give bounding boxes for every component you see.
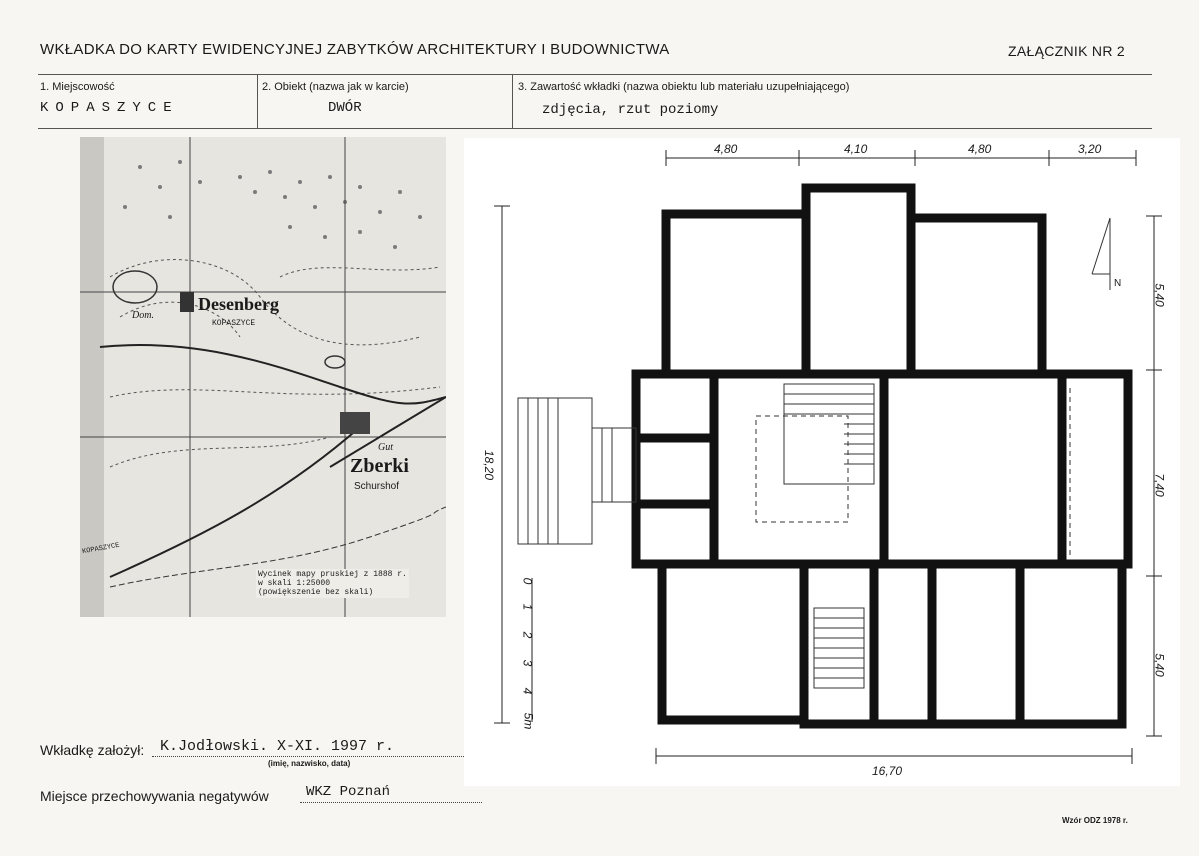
storage-label: Miejsce przechowywania negatywów	[40, 788, 269, 804]
field-divider-1	[257, 74, 258, 128]
map-label-gut: Gut	[378, 442, 393, 453]
map-caption-line-2: w skali 1:25000	[258, 579, 331, 588]
historical-map-excerpt	[80, 137, 446, 617]
field-object-value: DWÓR	[328, 100, 362, 116]
dim-top-2: 4,10	[844, 142, 868, 156]
field-object-label: 2. Obiekt (nazwa jak w karcie)	[262, 81, 409, 93]
dim-left: 18,20	[482, 449, 497, 481]
floor-plan-drawing	[464, 138, 1180, 786]
storage-dotted-line	[300, 802, 482, 803]
scale-tick-5: 5m	[521, 712, 536, 730]
scale-tick-2: 2	[520, 631, 535, 639]
field-contents-value: zdjęcia, rzut poziomy	[542, 102, 719, 118]
scale-tick-1: 1	[520, 603, 535, 611]
form-code: Wzór ODZ 1978 r.	[1062, 816, 1128, 825]
dim-top-3: 4,80	[968, 142, 992, 156]
map-label-zberki: Zberki	[350, 455, 409, 477]
header-rule-top	[38, 74, 1152, 75]
map-caption-line-1: Wycinek mapy pruskiej z 1888 r.	[258, 570, 407, 579]
annex-number: ZAŁĄCZNIK NR 2	[1008, 43, 1125, 59]
field-contents-label: 3. Zawartość wkładki (nazwa obiektu lub materiału uzupełniającego)	[518, 81, 850, 93]
floor-plan-panel	[464, 138, 1180, 786]
dim-top-4: 3,20	[1078, 142, 1102, 156]
form-title: WKŁADKA DO KARTY EWIDENCYJNEJ ZABYTKÓW ARCHITEKTURY I BUDOWNICTWA	[40, 41, 670, 58]
field-divider-2	[512, 74, 513, 128]
storage-value: WKZ Poznań	[306, 784, 391, 800]
map-label-bottom-left: KOPASZYCE	[81, 541, 121, 557]
header-rule-bottom	[38, 128, 1152, 129]
dim-bottom: 16,70	[872, 764, 903, 778]
scale-tick-0: 0	[520, 577, 535, 585]
map-caption-line-3: (powiększenie bez skali)	[258, 588, 374, 597]
map-drawing	[80, 137, 446, 617]
field-locality-value: KOPASZYCE	[40, 100, 179, 116]
founder-hint: (imię, nazwisko, data)	[268, 759, 351, 768]
map-label-schurshof: Schurshof	[354, 481, 400, 492]
dim-right-2: 7,40	[1152, 473, 1167, 497]
scale-tick-4: 4	[520, 687, 535, 695]
dim-top-1: 4,80	[714, 142, 738, 156]
map-label-kopaszyce: KOPASZYCE	[212, 319, 256, 328]
dim-right-3: 5,40	[1152, 653, 1167, 677]
founder-label: Wkładkę założył:	[40, 742, 145, 758]
map-label-desenberg: Desenberg	[198, 294, 279, 314]
dim-right-1: 5,40	[1152, 283, 1167, 307]
map-label-dom: Dom.	[132, 310, 154, 321]
founder-dotted-line	[152, 756, 464, 757]
founder-value: K.Jodłowski. X-XI. 1997 r.	[160, 738, 395, 755]
north-label: N	[1114, 278, 1122, 289]
map-caption	[256, 569, 409, 598]
scale-tick-3: 3	[520, 659, 535, 667]
field-locality-label: 1. Miejscowość	[40, 81, 115, 93]
